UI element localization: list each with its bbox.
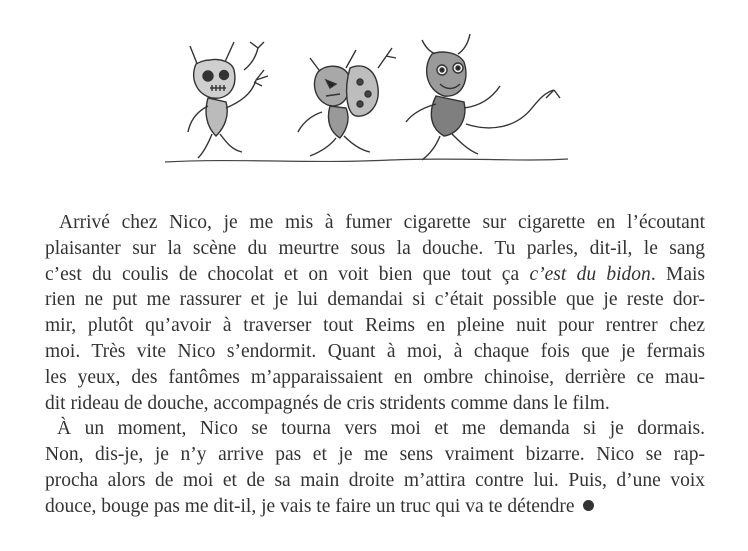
p1-line-3 xyxy=(45,262,705,288)
p2-line-2: Non, dis-je, je n’y arrive pas et je me sens vraiment bizarre. Nico se rap- xyxy=(45,444,705,466)
p1-line-4: rien ne put me rassurer et je lui demandai si c’était possible que je reste dor- xyxy=(45,289,705,311)
goblin-shield-figure xyxy=(298,48,396,156)
p2-line-4-text: douce, bouge pas me dit-il, je vais te faire un truc qui va te détendre xyxy=(45,495,575,517)
skull-devil-figure xyxy=(188,42,268,158)
p1-line-7: les yeux, des fantômes m’apparaissaient en ombre chinoise, derrière ce mau- xyxy=(45,366,705,388)
p1-line-2: plaisanter sur la scène du meurtre sous la douche. Tu parles, dit-il, le sang xyxy=(45,237,705,259)
p1-line-6: moi. Très vite Nico s’endormit. Quant à moi, à chaque fois que je fermais xyxy=(45,340,705,362)
story-text xyxy=(45,210,705,520)
p1-line-3-italic: c’est du bidon xyxy=(529,263,651,285)
p2-line-3: procha alors de moi et de sa main droite m’attira contre lui. Puis, d’une voix xyxy=(45,469,705,491)
illustration-devils xyxy=(160,28,572,168)
p1-line-3b: . Mais xyxy=(650,263,706,285)
p1-line-5: mir, plutôt qu’avoir à traverser tout Reims en pleine nuit pour rentrer chez xyxy=(45,315,705,337)
p1-line-3a: c’est du coulis de chocolat et on voit bien que tout ça xyxy=(45,263,530,285)
p2-line-1: À un moment, Nico se tourna vers moi et me demanda si je dormais. xyxy=(57,418,705,440)
horned-devil-figure xyxy=(406,34,560,160)
p2-line-4 xyxy=(45,494,705,520)
end-bullet-icon xyxy=(583,500,594,511)
p1-line-1: Arrivé chez Nico, je me mis à fumer cigarette sur cigarette en l’écoutant xyxy=(59,212,705,233)
p1-line-8: dit rideau de douche, accompagnés de cris stridents comme dans le film. xyxy=(45,392,610,414)
